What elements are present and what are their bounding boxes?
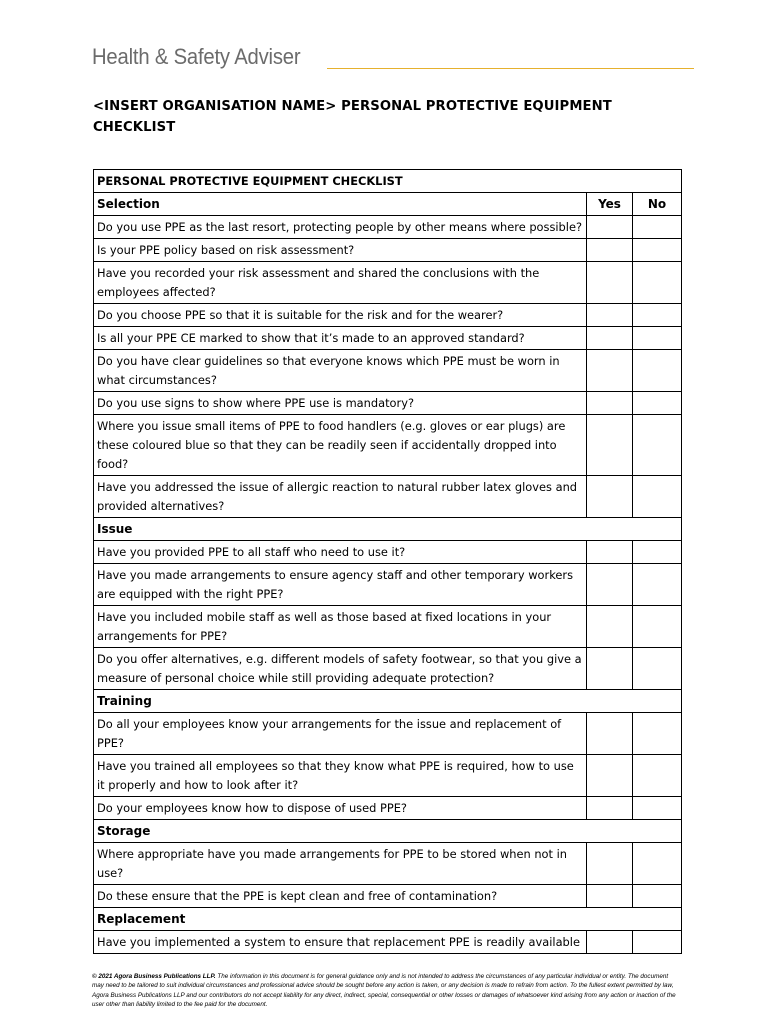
yes-cell[interactable] [587, 262, 633, 304]
ppe-checklist-table [93, 169, 682, 954]
section-heading: Selection [94, 193, 587, 216]
question-text: Do all your employees know your arrangements for the issue and replacement of PPE? [94, 713, 587, 755]
question-text: Do you use PPE as the last resort, protecting people by other means where possible? [94, 216, 587, 239]
no-cell[interactable] [633, 350, 682, 392]
no-cell[interactable] [633, 564, 682, 606]
no-cell[interactable] [633, 239, 682, 262]
question-text: Have you implemented a system to ensure that replacement PPE is readily available [94, 931, 587, 954]
no-cell[interactable] [633, 262, 682, 304]
page-header [92, 44, 694, 74]
footer-disclaimer [92, 972, 676, 1010]
table-row [94, 931, 682, 954]
yes-cell[interactable] [587, 648, 633, 690]
column-header-yes: Yes [587, 193, 633, 216]
no-cell[interactable] [633, 216, 682, 239]
footer-text: The information in this document is for general guidance only and is not intended to address the circumstances of any particular individual or entity. The document may need to be tailored to suit individual circumstances and professional advice should be sought before any action is taken, or any decision is made to refrain from action. To the fullest extent permitted by law, Agora Business Publications LLP and our contributors do not accept liability for any direct, indirect, special, consequential or other losses or damages of whatsoever kind arising from any action or inaction of the user other than liability limited to the fee paid for the document. [92, 973, 676, 1009]
table-row [94, 713, 682, 755]
question-text: Where you issue small items of PPE to food handlers (e.g. gloves or ear plugs) are these coloured blue so that they can be readily seen if accidentally dropped into food? [94, 415, 587, 476]
table-row [94, 350, 682, 392]
no-cell[interactable] [633, 931, 682, 954]
yes-cell[interactable] [587, 541, 633, 564]
table-row [94, 564, 682, 606]
table-row [94, 327, 682, 350]
table-row [94, 304, 682, 327]
question-text: Do you choose PPE so that it is suitable for the risk and for the wearer? [94, 304, 587, 327]
header-rule [327, 68, 694, 69]
section-heading: Issue [94, 518, 682, 541]
no-cell[interactable] [633, 606, 682, 648]
yes-cell[interactable] [587, 350, 633, 392]
table-title-row [94, 170, 682, 193]
yes-cell[interactable] [587, 931, 633, 954]
yes-cell[interactable] [587, 843, 633, 885]
no-cell[interactable] [633, 541, 682, 564]
no-cell[interactable] [633, 392, 682, 415]
no-cell[interactable] [633, 885, 682, 908]
no-cell[interactable] [633, 797, 682, 820]
no-cell[interactable] [633, 415, 682, 476]
no-cell[interactable] [633, 648, 682, 690]
yes-cell[interactable] [587, 797, 633, 820]
no-cell[interactable] [633, 755, 682, 797]
table-row [94, 797, 682, 820]
question-text: Is all your PPE CE marked to show that it’s made to an approved standard? [94, 327, 587, 350]
table-row [94, 648, 682, 690]
no-cell[interactable] [633, 713, 682, 755]
document-title: <INSERT ORGANISATION NAME> PERSONAL PROTECTIVE EQUIPMENT CHECKLIST [93, 99, 612, 135]
yes-cell[interactable] [587, 392, 633, 415]
table-row [94, 415, 682, 476]
yes-cell[interactable] [587, 216, 633, 239]
question-text: Do you offer alternatives, e.g. different models of safety footwear, so that you give a measure of personal choice while still providing adequate protection? [94, 648, 587, 690]
yes-cell[interactable] [587, 713, 633, 755]
section-heading: Training [94, 690, 682, 713]
table-row [94, 755, 682, 797]
yes-cell[interactable] [587, 755, 633, 797]
question-text: Do your employees know how to dispose of used PPE? [94, 797, 587, 820]
column-header-no: No [633, 193, 682, 216]
yes-cell[interactable] [587, 415, 633, 476]
table-title: PERSONAL PROTECTIVE EQUIPMENT CHECKLIST [94, 170, 682, 193]
section-row [94, 908, 682, 931]
table-row [94, 392, 682, 415]
table-row [94, 606, 682, 648]
no-cell[interactable] [633, 327, 682, 350]
section-heading: Storage [94, 820, 682, 843]
yes-cell[interactable] [587, 885, 633, 908]
no-cell[interactable] [633, 304, 682, 327]
section-heading: Replacement [94, 908, 682, 931]
no-cell[interactable] [633, 843, 682, 885]
yes-cell[interactable] [587, 564, 633, 606]
question-text: Have you addressed the issue of allergic reaction to natural rubber latex gloves and provided alternatives? [94, 476, 587, 518]
table-row [94, 476, 682, 518]
yes-cell[interactable] [587, 606, 633, 648]
no-cell[interactable] [633, 476, 682, 518]
table-row [94, 885, 682, 908]
yes-cell[interactable] [587, 239, 633, 262]
table-row [94, 541, 682, 564]
footer-copyright: © 2021 Agora Business Publications LLP. [92, 973, 216, 980]
table-row [94, 262, 682, 304]
table-row [94, 239, 682, 262]
section-row [94, 518, 682, 541]
question-text: Have you recorded your risk assessment and shared the conclusions with the employees affected? [94, 262, 587, 304]
question-text: Is your PPE policy based on risk assessment? [94, 239, 587, 262]
question-text: Have you made arrangements to ensure agency staff and other temporary workers are equipped with the right PPE? [94, 564, 587, 606]
yes-cell[interactable] [587, 304, 633, 327]
yes-cell[interactable] [587, 476, 633, 518]
section-row [94, 690, 682, 713]
question-text: Where appropriate have you made arrangements for PPE to be stored when not in use? [94, 843, 587, 885]
question-text: Do these ensure that the PPE is kept clean and free of contamination? [94, 885, 587, 908]
header-title: Health & Safety Adviser [92, 44, 301, 69]
table-row [94, 216, 682, 239]
column-header-row [94, 193, 682, 216]
yes-cell[interactable] [587, 327, 633, 350]
table-row [94, 843, 682, 885]
question-text: Do you use signs to show where PPE use is mandatory? [94, 392, 587, 415]
question-text: Do you have clear guidelines so that everyone knows which PPE must be worn in what circumstances? [94, 350, 587, 392]
question-text: Have you trained all employees so that they know what PPE is required, how to use it properly and how to look after it? [94, 755, 587, 797]
question-text: Have you provided PPE to all staff who need to use it? [94, 541, 587, 564]
question-text: Have you included mobile staff as well as those based at fixed locations in your arrangements for PPE? [94, 606, 587, 648]
section-row [94, 820, 682, 843]
